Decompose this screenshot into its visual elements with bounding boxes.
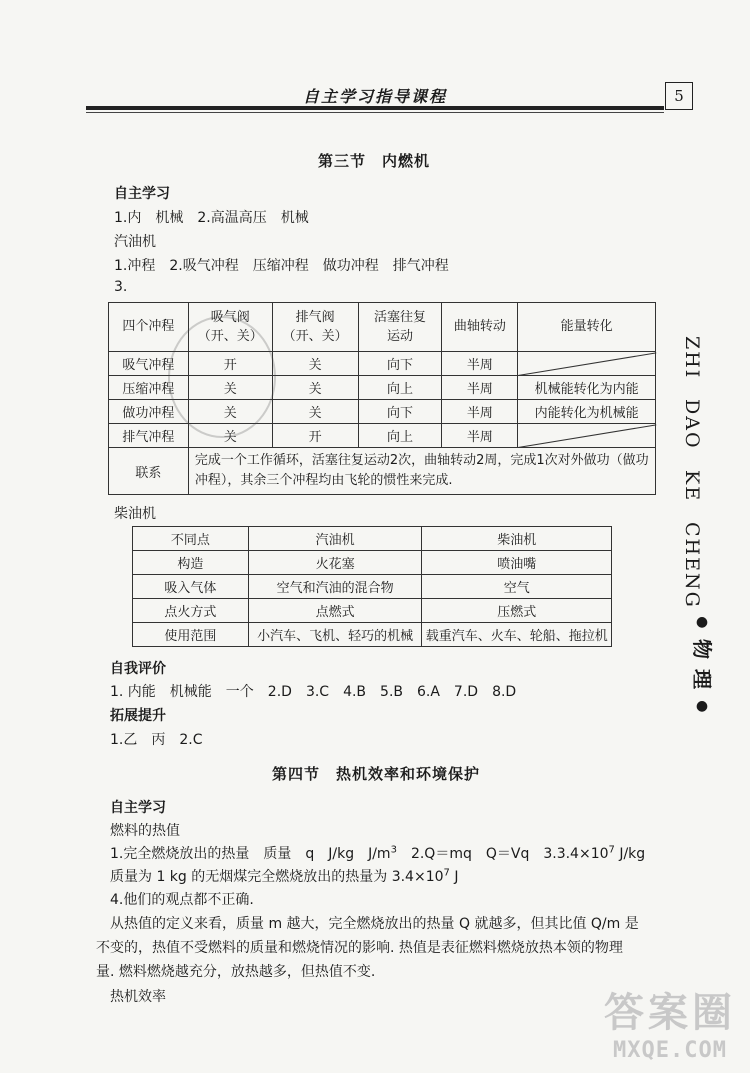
table-cell: 不同点: [133, 527, 249, 551]
superscript: 3: [390, 844, 397, 856]
table-cell-lianxi: 完成一个工作循环，活塞往复运动2次，曲轴转动2周，完成1次对外做功（做功冲程），其余三个冲程均由飞轮的惯性来完成.: [188, 448, 655, 495]
table-header-cell: [272, 303, 358, 352]
side-word-3: KE: [681, 469, 703, 502]
table-cell: 关: [272, 352, 358, 376]
table-cell: 关: [188, 424, 272, 448]
subheading-zizhu: 自主学习: [114, 186, 170, 202]
table-cell: 向上: [358, 424, 442, 448]
side-word-1: ZHI: [681, 336, 703, 380]
watermark-logo: [604, 981, 736, 1063]
watermark-line2: MXQE.COM: [613, 1038, 727, 1063]
table-cell-slash: [518, 352, 656, 376]
table-cell: 开: [272, 424, 358, 448]
header-title: 自主学习指导课程: [302, 87, 447, 106]
subheading-ziwo: 自我评价: [110, 661, 166, 677]
table-cell: 火花塞: [248, 551, 422, 575]
table-cell: 关: [272, 376, 358, 400]
table-row: [133, 623, 612, 647]
seal-stamp: [168, 316, 276, 438]
table-cell: 空气和汽油的混合物: [248, 575, 422, 599]
answer-line: [110, 866, 458, 886]
table-header-cell: 四个冲程: [109, 303, 189, 352]
subheading-qiyouji: 汽油机: [114, 234, 156, 250]
answer-line: 1. 内能 机械能 一个 2.D 3.C 4.B 5.B 6.A 7.D 8.D: [110, 684, 517, 700]
answer-line: 1.冲程 2.吸气冲程 压缩冲程 做功冲程 排气冲程: [114, 258, 449, 274]
table-row: [133, 527, 612, 551]
table-header-cell: [358, 303, 442, 352]
paragraph-line: 从热值的定义来看，质量 m 越大，完全燃烧放出的热量 Q 就越多，但其比值 Q/m 是: [110, 916, 639, 932]
table-cell: 半周: [442, 424, 518, 448]
side-banner: [682, 336, 722, 723]
table-row-lianxi: [109, 448, 656, 495]
table-cell: 关: [188, 400, 272, 424]
table-cell: 向下: [358, 400, 442, 424]
header-text: 吸气阀: [210, 309, 250, 325]
table-row: [133, 575, 612, 599]
table-cell: 排气冲程: [109, 424, 189, 448]
table-cell: 构造: [133, 551, 249, 575]
subheading-chaiyouji: 柴油机: [114, 506, 156, 522]
header-text: 活塞往复: [374, 309, 427, 325]
section-title: 第四节 热机效率和环境保护: [272, 765, 481, 783]
table-cell: 半周: [442, 352, 518, 376]
subheading-reliang: 燃料的热值: [110, 823, 180, 839]
diesel-comparison-table: [132, 526, 612, 647]
page-number: 5: [665, 82, 693, 110]
table-cell: 机械能转化为内能: [518, 376, 656, 400]
subheading-rejixiaolv: 热机效率: [110, 989, 166, 1005]
table-cell: 压燃式: [422, 599, 612, 623]
table-cell: 吸气冲程: [109, 352, 189, 376]
watermark-line1: 答案圈: [604, 990, 736, 1036]
text-span: 1.完全燃烧放出的热量 质量 q J/kg J/m: [110, 846, 391, 862]
side-word-2: DAO: [681, 399, 703, 450]
header-text: 运动: [387, 329, 414, 344]
table-cell: 向下: [358, 352, 442, 376]
table-cell: 关: [272, 400, 358, 424]
answer-line: [110, 843, 645, 863]
table-cell: 向上: [358, 376, 442, 400]
table-cell: 压缩冲程: [109, 376, 189, 400]
table-cell: 汽油机: [248, 527, 422, 551]
text-span: 质量为 1 kg 的无烟煤完全燃烧放出的热量为 3.4×10: [110, 869, 444, 885]
answer-line: 1.乙 丙 2.C: [110, 732, 203, 748]
section-title: 第三节 内燃机: [318, 152, 431, 170]
table-cell: 做功冲程: [109, 400, 189, 424]
side-cn-2: 理: [690, 668, 714, 689]
answer-line: 3.: [114, 279, 128, 295]
table-cell: 使用范围: [133, 623, 249, 647]
table-cell: 吸入气体: [133, 575, 249, 599]
table-cell: 小汽车、飞机、轻巧的机械: [248, 623, 422, 647]
table-cell: 开: [188, 352, 272, 376]
side-word-4: CHENG: [681, 521, 703, 609]
table-cell: 点燃式: [248, 599, 422, 623]
table-cell: 半周: [442, 400, 518, 424]
table-cell: 柴油机: [422, 527, 612, 551]
header-rule-thin: [86, 112, 664, 113]
table-cell: 点火方式: [133, 599, 249, 623]
table-cell: 关: [188, 376, 272, 400]
header-text: （开、关）: [282, 329, 348, 344]
subheading-tuozhan: 拓展提升: [110, 708, 166, 724]
table-cell: 半周: [442, 376, 518, 400]
superscript: 7: [443, 867, 450, 879]
side-cn-1: 物: [690, 638, 714, 659]
text-span: J/kg: [614, 846, 646, 862]
answer-line: 1.内 机械 2.高温高压 机械: [114, 210, 309, 226]
table-row: [133, 599, 612, 623]
table-cell: 喷油嘴: [422, 551, 612, 575]
subheading-zizhu: 自主学习: [110, 800, 166, 816]
table-header-cell: 能量转化: [518, 303, 656, 352]
table-cell-slash: [518, 424, 656, 448]
table-row: [133, 551, 612, 575]
text-span: 2.Q＝mq Q＝Vq 3.3.4×10: [396, 846, 609, 862]
paragraph-line: 量. 燃料燃烧越充分，放热越多，但热值不变.: [96, 964, 376, 980]
header-text: （开、关）: [197, 329, 263, 344]
text-span: J: [449, 869, 459, 885]
table-cell: 内能转化为机械能: [518, 400, 656, 424]
table-cell: 空气: [422, 575, 612, 599]
bullet-dot-icon: ●: [695, 697, 709, 714]
superscript: 7: [608, 844, 615, 856]
header-rule: [86, 106, 664, 110]
table-cell: 载重汽车、火车、轮船、拖拉机: [422, 623, 612, 647]
bullet-dot-icon: ●: [695, 613, 709, 630]
table-header-cell: 曲轴转动: [442, 303, 518, 352]
paragraph-line: 不变的，热值不受燃料的质量和燃烧情况的影响. 热值是表征燃料燃烧放热本领的物理: [96, 940, 623, 956]
table-cell: 联系: [109, 448, 189, 495]
answer-line: 4.他们的观点都不正确.: [110, 892, 254, 908]
header-text: 排气阀: [295, 309, 335, 325]
